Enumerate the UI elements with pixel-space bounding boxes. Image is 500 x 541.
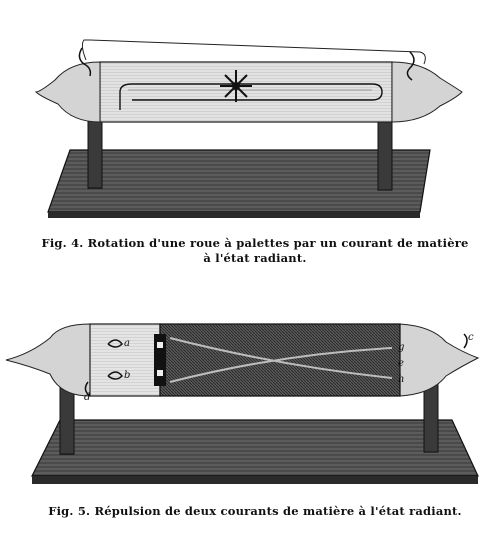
electrode-c xyxy=(464,334,467,348)
glass-tube xyxy=(100,62,392,122)
figure-4-caption xyxy=(40,236,470,266)
glass-tube-clear xyxy=(90,324,160,396)
label-g: g xyxy=(398,342,405,353)
label-c: c xyxy=(468,332,474,343)
figure-5-engraving xyxy=(0,286,500,504)
figure-5-caption xyxy=(40,504,470,519)
wooden-base xyxy=(48,150,430,212)
label-d: d xyxy=(84,392,91,403)
figure-4-caption-line2: à l'état radiant. xyxy=(203,251,307,265)
wooden-base xyxy=(32,420,478,476)
tube-right-end xyxy=(392,62,462,122)
label-h: h xyxy=(398,374,405,385)
top-wire xyxy=(82,40,425,64)
figure-4-caption-line1: Fig. 4. Rotation d'une roue à palettes par un courant de matière xyxy=(41,236,469,250)
figure-5-caption-line1: Fig. 5. Répulsion de deux courants de matière à l'état radiant. xyxy=(48,504,462,518)
diaphragm xyxy=(154,334,166,386)
tube-right-end xyxy=(400,324,478,396)
label-e: e xyxy=(398,358,404,369)
label-a: a xyxy=(124,338,130,349)
tube-left-end xyxy=(6,324,90,396)
figure-5 xyxy=(0,286,500,541)
label-b: b xyxy=(124,370,131,381)
figure-4-engraving xyxy=(0,0,500,236)
